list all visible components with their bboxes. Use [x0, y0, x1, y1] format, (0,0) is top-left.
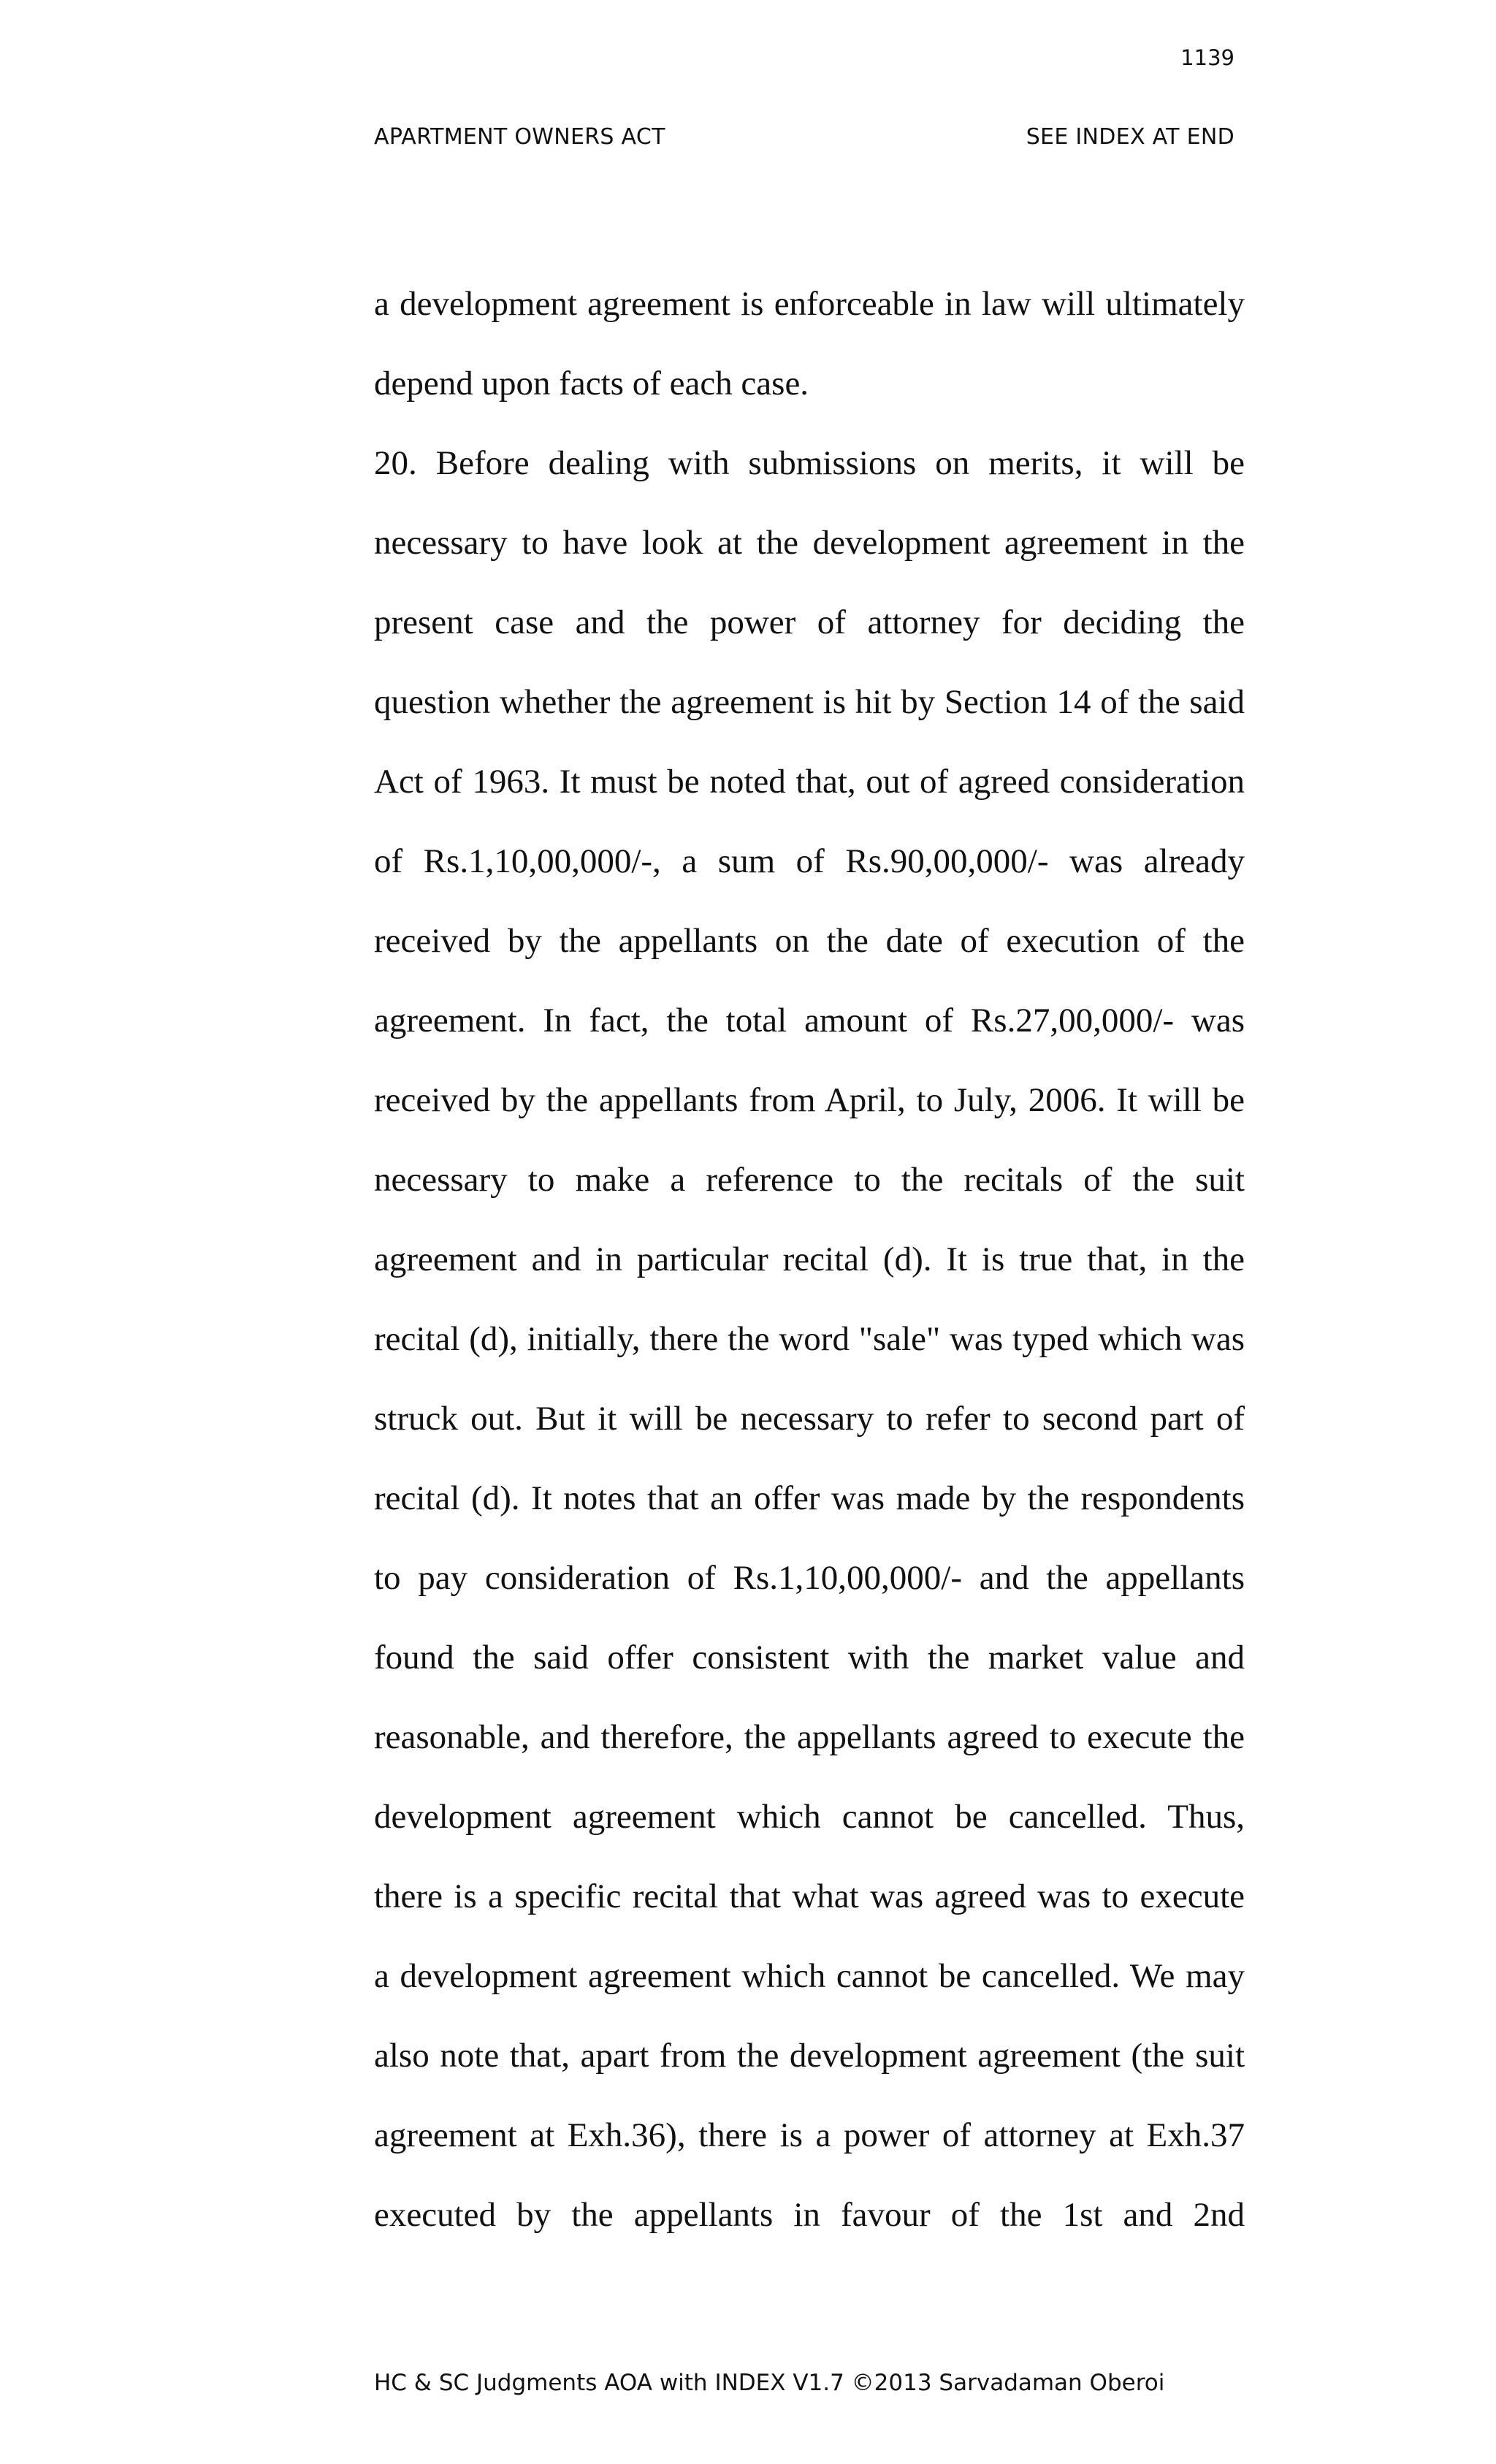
text-line: a development agreement which cannot be cancelled. We may — [374, 1957, 1245, 1995]
text-line: of Rs.1,10,00,000/-, a sum of Rs.90,00,000/- was already — [374, 842, 1245, 880]
text-line: depend upon facts of each case. — [374, 365, 809, 403]
text-line: also note that, apart from the development agreement (the suit — [374, 2037, 1245, 2075]
text-line: found the said offer consistent with the market value and — [374, 1639, 1245, 1677]
page-number: 1139 — [1180, 45, 1234, 70]
text-line: struck out. But it will be necessary to refer to second part of — [374, 1400, 1245, 1438]
text-line: 20. Before dealing with submissions on merits, it will be — [374, 444, 1245, 482]
text-line: received by the appellants from April, to July, 2006. It will be — [374, 1081, 1245, 1119]
footer-copyright: HC & SC Judgments AOA with INDEX V1.7 ©2013 Sarvadaman Oberoi — [374, 2370, 1165, 2396]
text-line: present case and the power of attorney for deciding the — [374, 603, 1245, 641]
text-line: there is a specific recital that what was agreed was to execute — [374, 1877, 1245, 1915]
text-line: agreement at Exh.36), there is a power of attorney at Exh.37 — [374, 2116, 1245, 2154]
text-line: a development agreement is enforceable in law will ultimately — [374, 285, 1245, 323]
text-line: question whether the agreement is hit by Section 14 of the said — [374, 683, 1245, 721]
text-line: to pay consideration of Rs.1,10,00,000/- and the appellants — [374, 1559, 1245, 1597]
running-header-left: APARTMENT OWNERS ACT — [374, 124, 665, 150]
text-line: recital (d). It notes that an offer was made by the respondents — [374, 1479, 1245, 1517]
text-line: executed by the appellants in favour of the 1st and 2nd — [374, 2196, 1245, 2234]
text-line: reasonable, and therefore, the appellants agreed to execute the — [374, 1718, 1245, 1756]
text-line: agreement and in particular recital (d). It is true that, in the — [374, 1240, 1245, 1278]
text-line: recital (d), initially, there the word "sale" was typed which was — [374, 1320, 1245, 1358]
text-line: Act of 1963. It must be noted that, out of agreed consideration — [374, 763, 1245, 801]
text-line: agreement. In fact, the total amount of Rs.27,00,000/- was — [374, 1002, 1245, 1040]
text-line: necessary to have look at the development agreement in the — [374, 524, 1245, 562]
text-line: received by the appellants on the date of execution of the — [374, 922, 1245, 960]
running-header-right: SEE INDEX AT END — [1026, 124, 1234, 150]
text-line: necessary to make a reference to the recitals of the suit — [374, 1161, 1245, 1199]
text-line: development agreement which cannot be cancelled. Thus, — [374, 1798, 1245, 1836]
body-text — [374, 264, 1245, 2255]
